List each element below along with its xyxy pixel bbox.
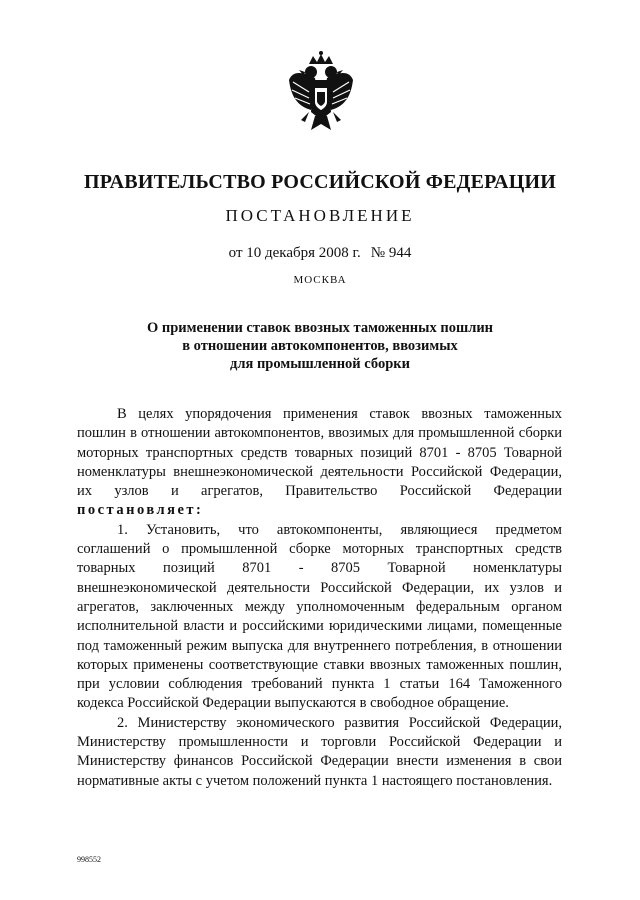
document-type: ПОСТАНОВЛЕНИЕ: [225, 206, 415, 225]
government-title: ПРАВИТЕЛЬСТВО РОССИЙСКОЙ ФЕДЕРАЦИИ: [84, 171, 556, 193]
decree-number: № 944: [370, 245, 412, 261]
coat-of-arms-icon: [287, 50, 355, 136]
resolves-word: постановляет:: [77, 502, 204, 519]
city-name: МОСКВА: [293, 274, 347, 286]
document-code: 998552: [77, 855, 101, 864]
decree-body: [77, 405, 562, 791]
subject-line-3: для промышленной сборки: [230, 356, 410, 372]
subject-line-2: в отношении автокомпонентов, ввозимых: [182, 338, 458, 354]
preamble-paragraph: [77, 405, 562, 521]
item-1-paragraph: 1. Установить, что автокомпоненты, являющиеся предметом соглашений о промышленной сборке моторных транспортных средств товарных позиций 8701 - 8705 Товарной номенклатуры внешнеэкономической деятельности Российской Федерации, их узлов и агрегатов, заключенных между уполномоченным федеральным органом исполнительной власти и российскими юридическими лицами, помещенные под таможенный режим выпуска для внутреннего потребления, в отношении которых применены соответствующие ставки ввозных таможенных пошлин, при условии соблюдения требований пункта 1 статьи 164 Таможенного кодекса Российской Федерации выпускаются в свободное обращение.: [77, 521, 562, 712]
preamble-text: В целях упорядочения применения ставок ввозных таможенных пошлин в отношении автокомпонентов, ввозимых для промышленной сборки моторных транспортных средств товарных позиций 8701 - 8705 Товарной номенклатуры внешнеэкономической деятельности Российской Федерации, их узлов и агрегатов, Правительство Российской Федерации: [77, 406, 562, 500]
decree-date: от 10 декабря 2008 г.: [228, 245, 361, 261]
item-2-paragraph: 2. Министерству экономического развития Российской Федерации, Министерству промышленности и торговли Российской Федерации и Министерству финансов Российской Федерации внести изменения в свои нормативные акты с учетом положений пункта 1 настоящего постановления.: [77, 714, 562, 789]
decree-subject: [0, 319, 640, 373]
date-number-line: [0, 245, 640, 262]
subject-line-1: О применении ставок ввозных таможенных пошлин: [146, 320, 494, 336]
